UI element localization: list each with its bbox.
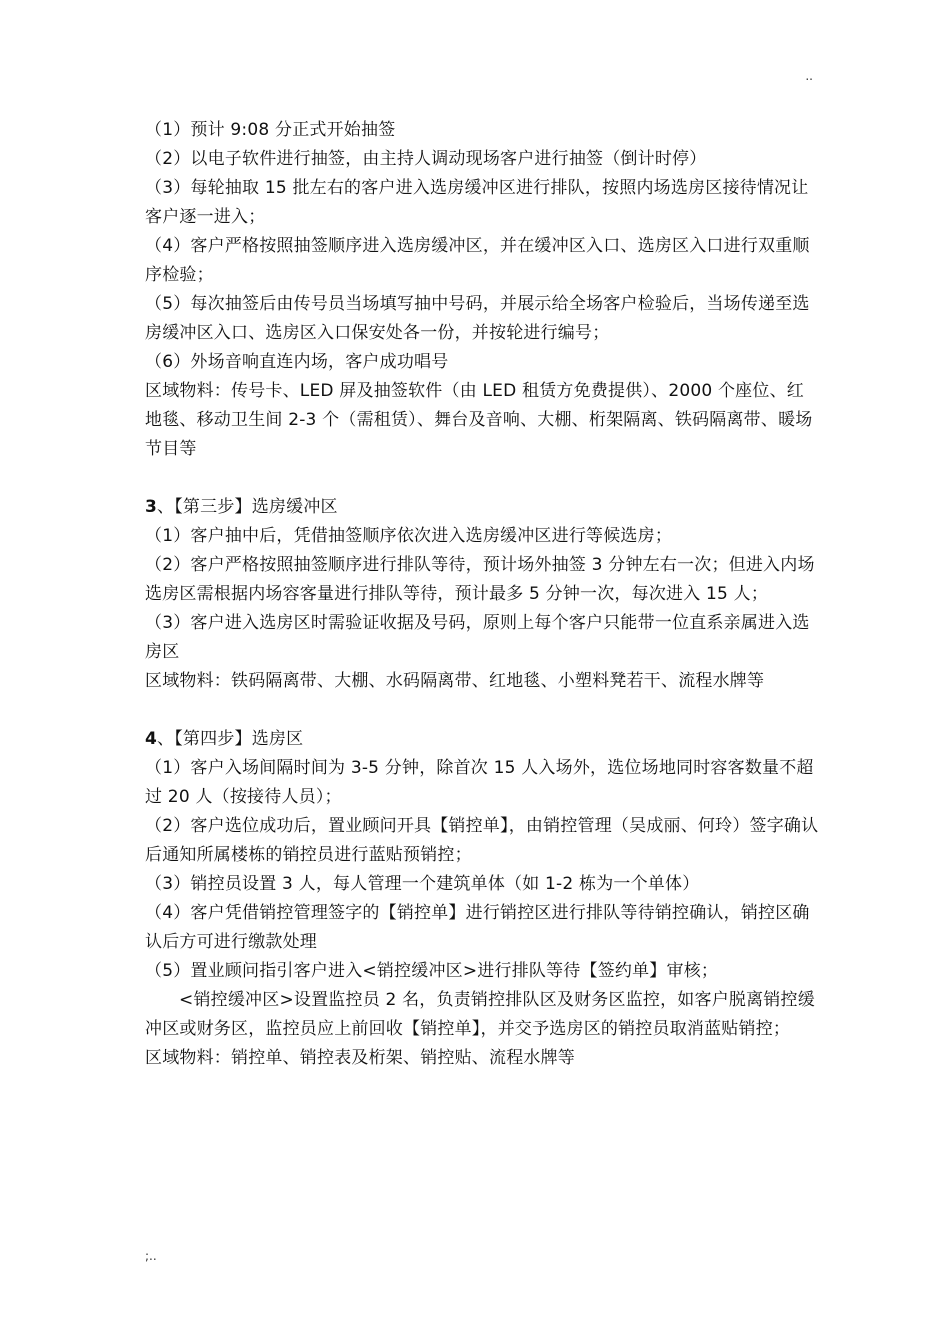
step4-item-5: （5）置业顾问指引客户进入<销控缓冲区>进行排队等待【签约单】审核； (145, 961, 719, 981)
intro-materials: 区域物料：传号卡、LED 屏及抽签软件（由 LED 租赁方免费提供）、2000 个座位、红地毯、移动卫生间 2-3 个（需租赁）、舞台及音响、大棚、桁架隔离、铁码隔离带、暖场节目等 (145, 381, 813, 459)
intro-item-6: （6）外场音响直连内场，客户成功唱号 (145, 352, 449, 372)
step4-item-1: （1）客户入场间隔时间为 3-5 分钟，除首次 15 人入场外，选位场地同时容客数量不超过 20 人（按接待人员）； (145, 758, 814, 807)
footer-mark: ;.. (145, 1249, 157, 1263)
step3-number: 3 (145, 497, 158, 517)
intro-item-5: （5）每次抽签后由传号员当场填写抽中号码，并展示给全场客户检验后，当场传递至选房缓冲区入口、选房区入口保安处各一份，并按轮进行编号； (145, 294, 810, 343)
step4-materials: 区域物料：销控单、销控表及桁架、销控贴、流程水牌等 (145, 1048, 575, 1068)
step3-heading (145, 493, 820, 522)
step4-title: 、【第四步】选房区 (157, 729, 304, 749)
step3-materials: 区域物料：铁码隔离带、大棚、水码隔离带、红地毯、小塑料凳若干、流程水牌等 (145, 671, 765, 691)
intro-item-3: （3）每轮抽取 15 批左右的客户进入选房缓冲区进行排队，按照内场选房区接待情况让客户逐一进入； (145, 178, 809, 227)
step4-item-2: （2）客户选位成功后，置业顾问开具【销控单】，由销控管理（吴成丽、何玲）签字确认后通知所属楼栋的销控员进行蓝贴预销控； (145, 816, 819, 865)
step3-section (145, 493, 820, 696)
step3-title: 、【第三步】选房缓冲区 (157, 497, 338, 517)
step4-section (145, 725, 820, 1073)
header-mark: .. (805, 69, 813, 83)
step4-number: 4 (145, 729, 158, 749)
intro-item-4: （4）客户严格按照抽签顺序进入选房缓冲区，并在缓冲区入口、选房区入口进行双重顺序检验； (145, 236, 810, 285)
intro-item-1: （1）预计 9:08 分正式开始抽签 (145, 120, 396, 140)
intro-section (145, 116, 820, 464)
document-body (145, 116, 820, 1073)
step4-item-4: （4）客户凭借销控管理签字的【销控单】进行销控区进行排队等待销控确认，销控区确认后方可进行缴款处理 (145, 903, 810, 952)
step3-item-1: （1）客户抽中后，凭借抽签顺序依次进入选房缓冲区进行等候选房； (145, 526, 673, 546)
step4-item-3: （3）销控员设置 3 人，每人管理一个建筑单体（如 1-2 栋为一个单体） (145, 874, 700, 894)
step3-item-2: （2）客户严格按照抽签顺序进行排队等待，预计场外抽签 3 分钟左右一次；但进入内场选房区需根据内场容客量进行排队等待，预计最多 5 分钟一次，每次进入 15 人； (145, 555, 815, 604)
intro-item-2: （2）以电子软件进行抽签，由主持人调动现场客户进行抽签（倒计时停） (145, 149, 707, 169)
step3-item-3: （3）客户进入选房区时需验证收据及号码，原则上每个客户只能带一位直系亲属进入选房区 (145, 613, 810, 662)
step4-indented-paragraph: <销控缓冲区>设置监控员 2 名，负责销控排队区及财务区监控，如客户脱离销控缓冲区或财务区，监控员应上前回收【销控单】，并交予选房区的销控员取消蓝贴销控； (145, 990, 815, 1039)
step4-heading (145, 725, 820, 754)
